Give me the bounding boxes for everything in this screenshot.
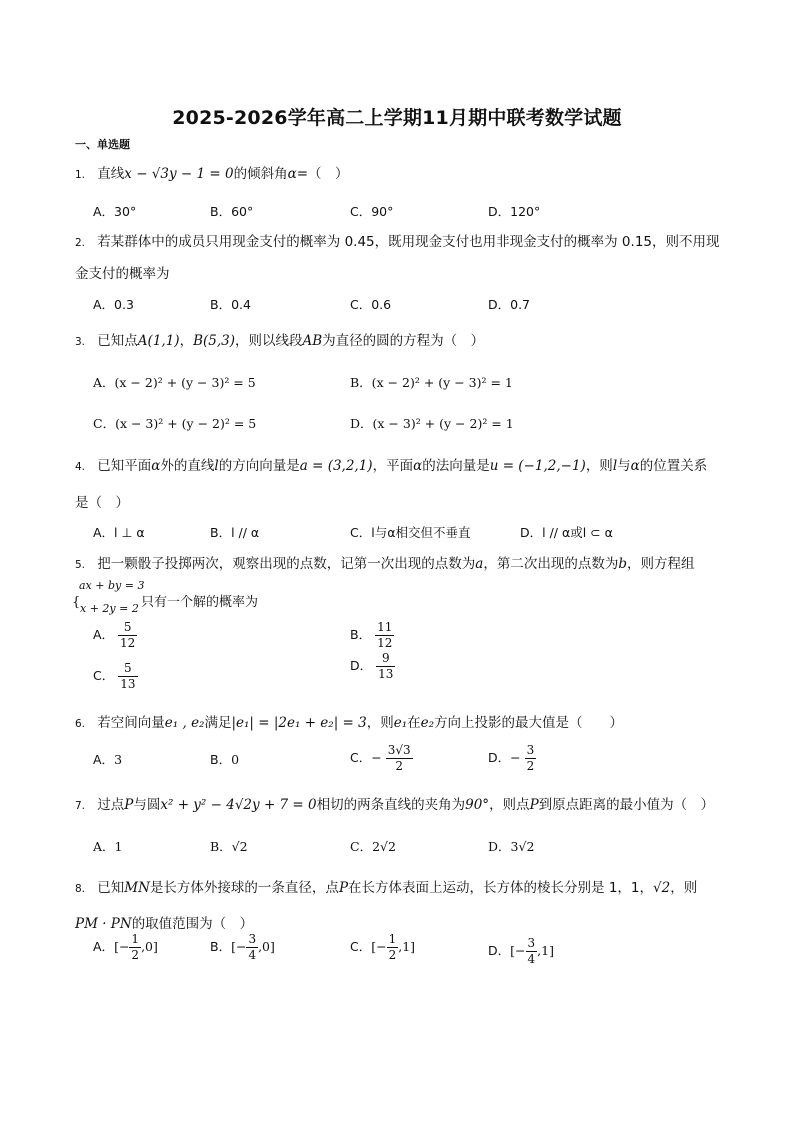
question-text-continued: [75, 914, 253, 934]
option-b[interactable]: B．0.4: [210, 297, 251, 312]
math-expression: e₁ , e₂: [164, 715, 205, 731]
page-title: 2025-2026学年高二上学期11月期中联考数学试题: [172, 107, 622, 129]
math-expression: P: [529, 797, 539, 813]
option-a[interactable]: A．l ⊥ α: [93, 525, 145, 540]
math-expression: AB: [302, 333, 323, 349]
bracket-close: ,0]: [258, 939, 275, 954]
numerator: 3: [248, 932, 257, 946]
math-expression: l: [214, 458, 219, 474]
question-text: ，平面: [372, 458, 414, 474]
question-text: 的法向量是: [422, 458, 490, 474]
option-d[interactable]: D．0.7: [488, 297, 531, 312]
denominator: 12: [377, 636, 393, 650]
numerator: 9: [376, 651, 395, 667]
option-label: B．: [350, 627, 372, 642]
option-c[interactable]: C．(x − 3)² + (y − 2)² = 5: [93, 416, 257, 431]
bracket-close: ,0]: [141, 939, 158, 954]
math-expression: e₂: [420, 715, 435, 731]
numerator: 3√3: [387, 743, 411, 757]
fraction: [387, 932, 399, 963]
question-text: ，: [179, 333, 194, 349]
option-d[interactable]: [488, 743, 536, 774]
bracket-open: [−: [114, 939, 130, 954]
math-expression: MN: [124, 880, 150, 896]
fraction: [118, 620, 137, 651]
question-text: 的方向向量是: [218, 458, 300, 474]
option-b[interactable]: [210, 932, 275, 963]
denominator: 12: [120, 636, 136, 650]
numerator: 5: [118, 661, 137, 677]
option-a[interactable]: [93, 932, 158, 963]
bracket-open: [−: [510, 943, 526, 958]
question-text: 与圆: [133, 797, 161, 813]
question-text: 若某群体中的成员只用现金支付的概率为 0.45，既用现金支付也用非现金支付的概率为 0.15，则不用现: [97, 234, 720, 250]
option-value: 3: [114, 752, 123, 767]
numerator: 1: [388, 932, 397, 946]
minus-sign: −: [510, 750, 521, 765]
option-label: A．: [93, 752, 115, 767]
option-d[interactable]: D．(x − 3)² + (y − 2)² = 1: [350, 416, 514, 431]
question-text: 已知: [97, 880, 125, 896]
option-b[interactable]: B．(x − 2)² + (y − 3)² = 1: [350, 375, 513, 390]
option-d[interactable]: D．120°: [488, 204, 541, 219]
question-3: [75, 331, 725, 352]
question-text-continued: 金支付的概率为: [75, 266, 170, 282]
math-expression: PM · PN: [75, 916, 132, 932]
question-text: 把一颗骰子投掷两次，观察出现的点数，记第一次出现的点数为: [97, 556, 476, 572]
math-expression: √2: [653, 880, 671, 896]
option-b[interactable]: B．√2: [210, 839, 248, 854]
bracket-close: ,1]: [398, 939, 416, 954]
question-text: 在: [407, 715, 421, 731]
denominator: 2: [388, 948, 397, 962]
option-label: C．: [93, 668, 115, 683]
fraction: [525, 743, 537, 774]
question-text: 直线: [97, 166, 125, 182]
bracket-close: ,1]: [537, 943, 554, 958]
denominator: 2: [526, 759, 535, 773]
math-expression: l: [612, 458, 618, 474]
question-text: 过点: [97, 797, 125, 813]
fraction: [376, 651, 395, 682]
question-number: 4.: [75, 461, 86, 473]
question-1: [75, 164, 725, 185]
option-c[interactable]: C．2√2: [350, 839, 396, 854]
equation-line-1: ax + by = 3: [79, 579, 145, 592]
question-text: ，则点: [489, 797, 530, 813]
question-text: ，则: [670, 880, 698, 896]
math-expression: x² + y² − 4√2y + 7 = 0: [160, 797, 317, 813]
fraction: [118, 661, 137, 692]
option-c[interactable]: C．0.6: [350, 297, 392, 312]
question-text: 若空间向量: [97, 715, 165, 731]
equation-line-2: x + 2y = 2: [80, 602, 139, 615]
question-4: [75, 456, 755, 477]
question-text: 为直径的圆的方程为（ ）: [322, 333, 485, 349]
option-c[interactable]: [350, 932, 415, 963]
numerator: 1: [131, 932, 140, 946]
option-a[interactable]: A．0.3: [93, 297, 134, 312]
question-number: 7.: [75, 800, 86, 812]
math-expression: α=: [287, 166, 309, 182]
option-b[interactable]: [350, 620, 394, 651]
minus-sign: −: [371, 750, 382, 765]
option-a[interactable]: [93, 751, 122, 769]
math-expression: P: [124, 797, 134, 813]
option-b[interactable]: B．l // α: [210, 525, 260, 540]
numerator: 3: [526, 743, 535, 757]
option-d[interactable]: D．l // α或l ⊂ α: [520, 525, 613, 540]
option-d[interactable]: D．3√2: [488, 839, 535, 854]
question-text: 已知点: [97, 333, 138, 349]
question-text: 已知平面: [97, 458, 152, 474]
option-d[interactable]: [488, 936, 554, 967]
math-expression: α: [630, 458, 640, 474]
denominator: 2: [395, 759, 403, 773]
question-number: 8.: [75, 883, 86, 895]
option-a[interactable]: A．1: [93, 839, 123, 854]
question-text: 相切的两条直线的夹角为: [316, 797, 466, 813]
question-number: 1.: [75, 169, 86, 181]
question-number: 3.: [75, 336, 86, 348]
fraction: [246, 932, 258, 963]
fraction: [386, 743, 413, 774]
question-7: [75, 795, 755, 816]
section-heading: 一、单选题: [75, 138, 130, 151]
denominator: 4: [248, 948, 257, 962]
question-8: [75, 878, 755, 899]
question-text: 满足: [204, 715, 232, 731]
question-text: 到原点距离的最小值为（ ）: [538, 797, 715, 813]
option-label: C．: [350, 939, 372, 954]
question-text: ，则: [366, 715, 394, 731]
option-a[interactable]: [93, 620, 137, 651]
math-expression: u = (−1,2,−1): [489, 458, 586, 474]
math-expression: |e₁| = |2e₁ + e₂| = 3: [231, 715, 367, 731]
question-text: 外的直线: [160, 458, 215, 474]
question-text: 是长方体外接球的一条直径，点: [149, 880, 339, 896]
option-d[interactable]: [350, 651, 395, 682]
option-b[interactable]: [210, 751, 239, 769]
numerator: 11: [377, 620, 393, 634]
option-label: B．: [210, 939, 232, 954]
question-text: ，则: [585, 458, 613, 474]
option-label: A．: [93, 939, 115, 954]
math-expression: A(1,1): [137, 333, 180, 349]
option-label: A．: [93, 627, 115, 642]
option-label: D．: [488, 943, 511, 958]
math-expression: B(5,3): [193, 333, 235, 349]
math-expression: x − √3y − 1 = 0: [124, 166, 234, 182]
question-text: ，则方程组: [627, 556, 695, 572]
question-text: 的位置关系: [639, 458, 708, 474]
fraction: [526, 936, 538, 967]
option-c[interactable]: C．90°: [350, 204, 394, 219]
option-c[interactable]: [350, 743, 413, 774]
question-6: [75, 713, 755, 734]
denominator: 2: [131, 948, 140, 962]
question-number: 2.: [75, 237, 86, 249]
option-label: B．: [210, 752, 232, 767]
option-value: 0: [231, 752, 240, 767]
denominator: 4: [527, 952, 536, 966]
question-number: 6.: [75, 718, 86, 730]
option-a[interactable]: A．(x − 2)² + (y − 3)² = 5: [93, 375, 256, 390]
option-label: C．: [350, 750, 372, 765]
question-text: ，则以线段: [235, 333, 303, 349]
question-text-continued: 是（ ）: [75, 495, 129, 511]
option-b[interactable]: B．60°: [210, 204, 254, 219]
math-expression: b: [618, 556, 628, 572]
fraction: [129, 932, 141, 963]
question-text: 在长方体表面上运动，长方体的棱长分别是 1，1，: [348, 880, 654, 896]
math-expression: 90°: [465, 797, 490, 813]
brace-icon: {: [72, 595, 81, 610]
question-text: ，第二次出现的点数为: [483, 556, 619, 572]
option-c[interactable]: [93, 661, 138, 692]
numerator: 3: [527, 936, 536, 950]
option-label: D．: [488, 750, 511, 765]
question-text: 方向上投影的最大值是（ ）: [434, 715, 624, 731]
question-text: 与: [617, 458, 631, 474]
question-text: 的取值范围为（ ）: [131, 916, 254, 932]
numerator: 5: [118, 620, 137, 636]
question-text: 的倾斜角: [233, 166, 288, 182]
option-label: D．: [350, 658, 373, 673]
option-c[interactable]: C．l与α相交但不垂直: [350, 525, 471, 540]
fraction: [375, 620, 394, 651]
math-expression: P: [338, 880, 349, 896]
question-2: [75, 232, 725, 253]
math-expression: a = (3,2,1): [299, 458, 373, 474]
denominator: 13: [120, 677, 136, 691]
question-5: [75, 554, 755, 575]
bracket-open: [−: [371, 939, 387, 954]
bracket-open: [−: [231, 939, 247, 954]
question-number: 5.: [75, 559, 86, 571]
math-expression: α: [151, 458, 161, 474]
option-a[interactable]: A．30°: [93, 204, 137, 219]
denominator: 13: [378, 667, 394, 681]
math-expression: e₁: [393, 715, 408, 731]
question-text-continued: 只有一个解的概率为: [141, 595, 259, 610]
math-expression: a: [475, 556, 484, 572]
question-text: （ ）: [308, 166, 349, 182]
math-expression: α: [413, 458, 423, 474]
